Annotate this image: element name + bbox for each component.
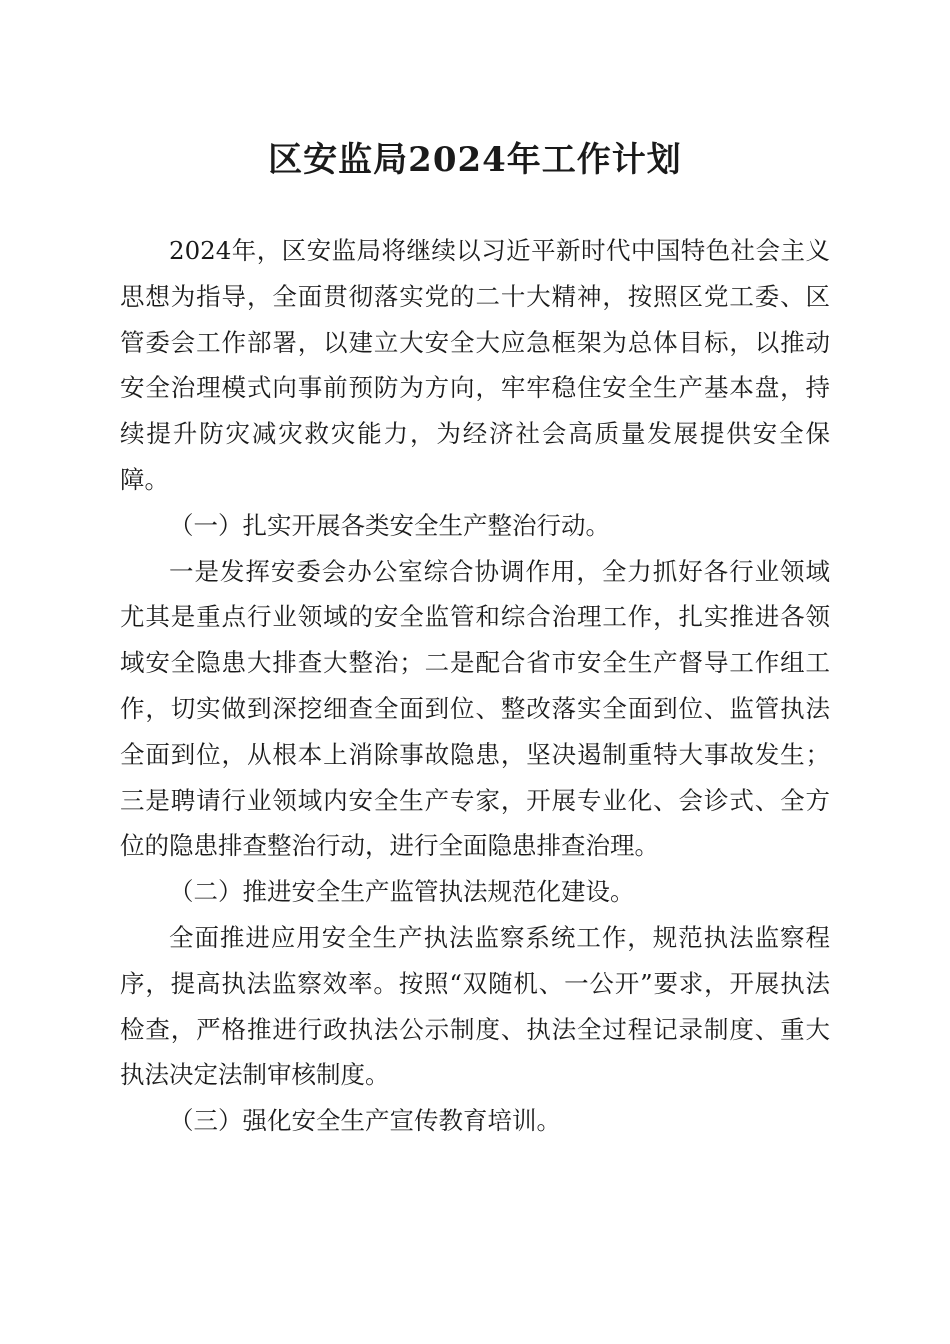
intro-paragraph: 2024年，区安监局将继续以习近平新时代中国特色社会主义思想为指导，全面贯彻落实党的二十大精神，按照区党工委、区管委会工作部署，以建立大安全大应急框架为总体目标，以推动安全治理模式向事前预防为方向，牢牢稳住安全生产基本盘，持续提升防灾减灾救灾能力，为经济社会高质量发展提供安全保障。 (120, 236, 830, 494)
section-heading-2: （二）推进安全生产监管执法规范化建设。 (169, 877, 635, 907)
section-heading-3: （三）强化安全生产宣传教育培训。 (169, 1106, 561, 1136)
section-body-1: 一是发挥安委会办公室综合协调作用，全力抓好各行业领域尤其是重点行业领域的安全监管和综合治理工作，扎实推进各领域安全隐患大排查大整治；二是配合省市安全生产督导工作组工作，切实做到深挖细查全面到位、整改落实全面到位、监管执法全面到位，从根本上消除事故隐患，坚决遏制重特大事故发生；三是聘请行业领域内安全生产专家，开展专业化、会诊式、全方位的隐患排查整治行动，进行全面隐患排查治理。 (120, 556, 830, 861)
section-body-2: 全面推进应用安全生产执法监察系统工作，规范执法监察程序，提高执法监察效率。按照“双随机、一公开”要求，开展执法检查，严格推进行政执法公示制度、执法全过程记录制度、重大执法决定法制审核制度。 (120, 922, 830, 1090)
section-heading-1: （一）扎实开展各类安全生产整治行动。 (169, 510, 610, 540)
document-body (120, 228, 830, 1144)
document-title: 区安监局2024年工作计划 (268, 140, 682, 180)
